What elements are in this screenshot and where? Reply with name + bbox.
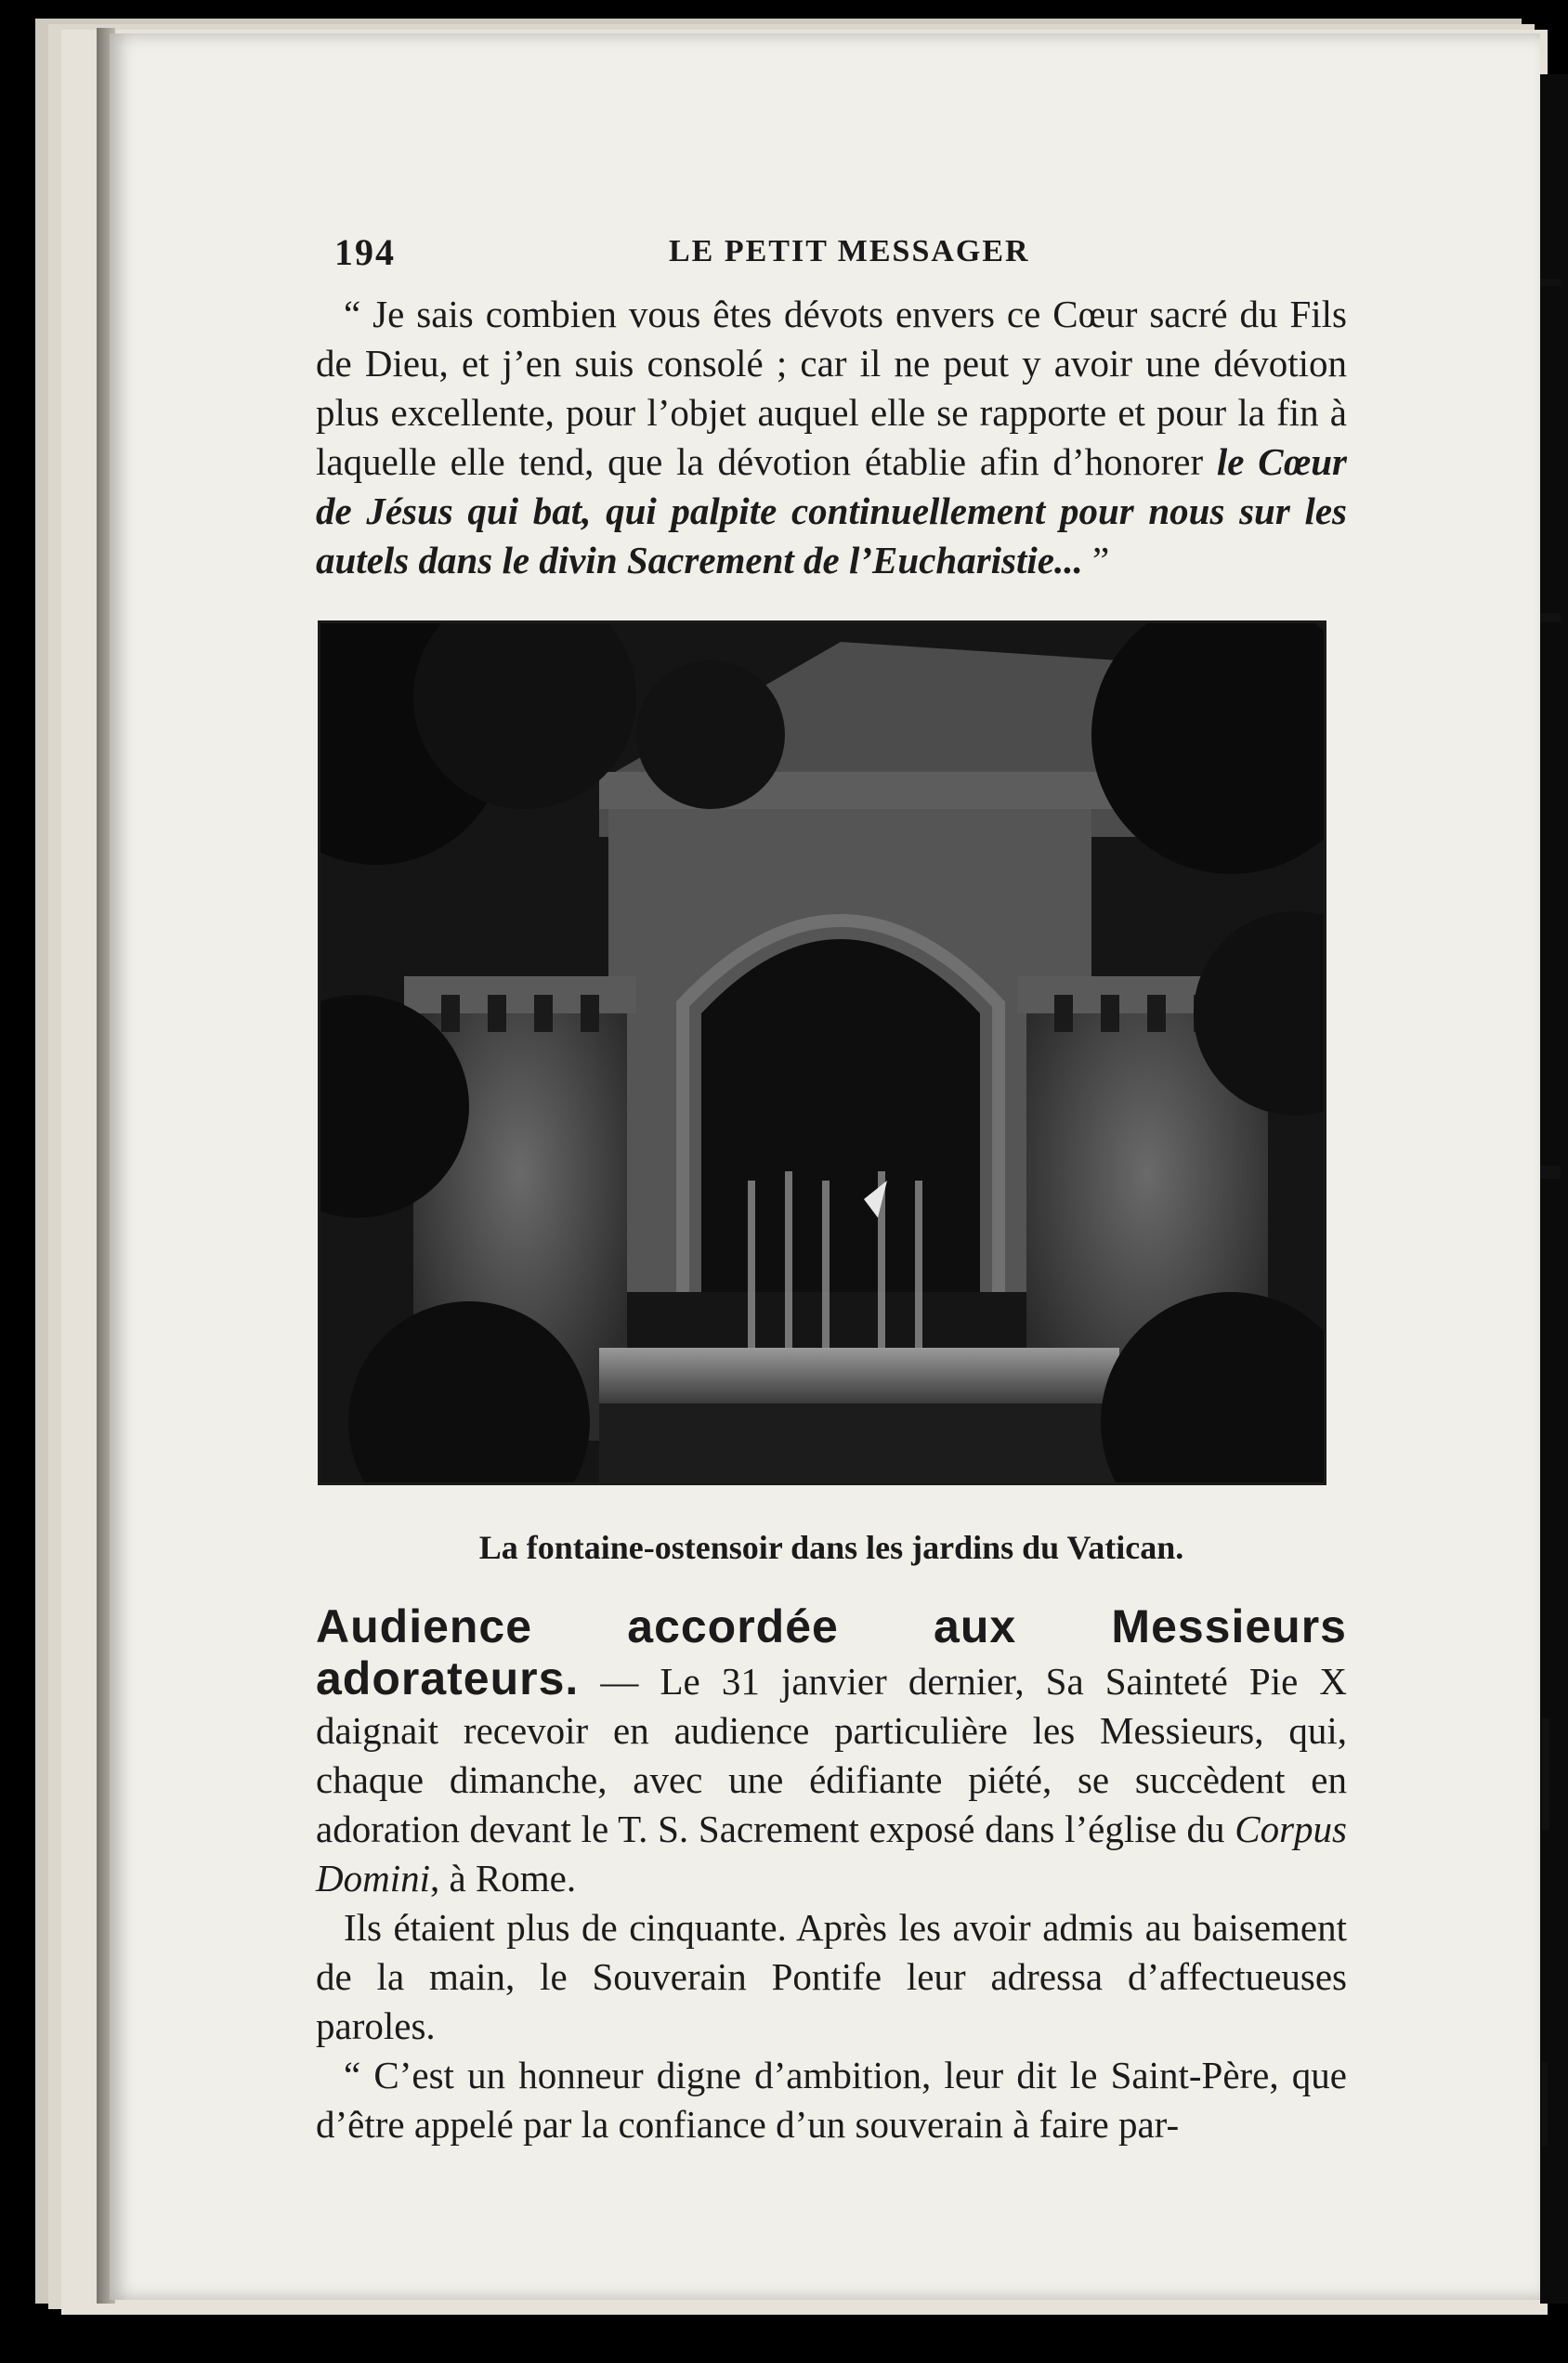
- edge-mark: [1542, 2062, 1548, 2146]
- article-paragraph-2: Ils étaient plus de cinquante. Après les avoir admis au baisement de la main, le Souverain Pontife leur adressa d’affectueuses paroles.: [316, 1906, 1347, 2047]
- quote-block: [316, 290, 1347, 585]
- quote-italic: le Cœur de Jésus qui bat, qui palpite continuellement pour nous sur les autels dans le divin Sacrement de l’Eucharistie...: [316, 440, 1347, 581]
- article-p1-italic: Corpus Domini: [316, 1808, 1347, 1900]
- edge-mark: [1542, 1718, 1549, 1830]
- article-block: [316, 1602, 1347, 2149]
- fountain-photo: [318, 620, 1326, 1485]
- quote-closing: ”: [1082, 539, 1110, 581]
- edge-mark: [1540, 1166, 1561, 1179]
- running-title: LE PETIT MESSAGER: [669, 234, 1030, 268]
- edge-mark: [1540, 279, 1561, 286]
- article-paragraph-3: “ C’est un honneur digne d’ambition, leur dit le Saint-Père, que d’être appelé par la confiance d’un souverain à faire par-: [316, 2054, 1347, 2146]
- running-head: [334, 230, 1356, 277]
- article-p1-end: , à Rome.: [430, 1857, 577, 1900]
- article-paragraph-1: [316, 1602, 1347, 1903]
- page-right-edge: [1540, 74, 1568, 2304]
- edge-mark: [1540, 613, 1561, 622]
- quote-text: “ Je sais combien vous êtes dévots envers ce Cœur sacré du Fils de Dieu, et j’en suis consolé ; car il ne peut y avoir une dévotion plus excellente, pour l’objet auquel elle se rapporte et pour la fin à laquelle elle tend, que la dévotion établie afin d’honorer: [316, 293, 1347, 483]
- figure-caption: La fontaine-ostensoir dans les jardins du Vatican.: [478, 1529, 1184, 1566]
- article-heading: Audience accordée aux Messieurs adorateurs.: [316, 1600, 1347, 1704]
- quote-paragraph: [316, 290, 1347, 585]
- fountain-illustration: [320, 623, 1324, 1482]
- page-number: 194: [334, 231, 396, 273]
- article-p1-text: — Le 31 janvier dernier, Sa Sainteté Pie X daignait recevoir en audience particulière les Messieurs, qui, chaque dimanche, avec une édifiante piété, se succèdent en adoration devant le T. S. Sacrement exposé dans l’église du: [316, 1660, 1347, 1850]
